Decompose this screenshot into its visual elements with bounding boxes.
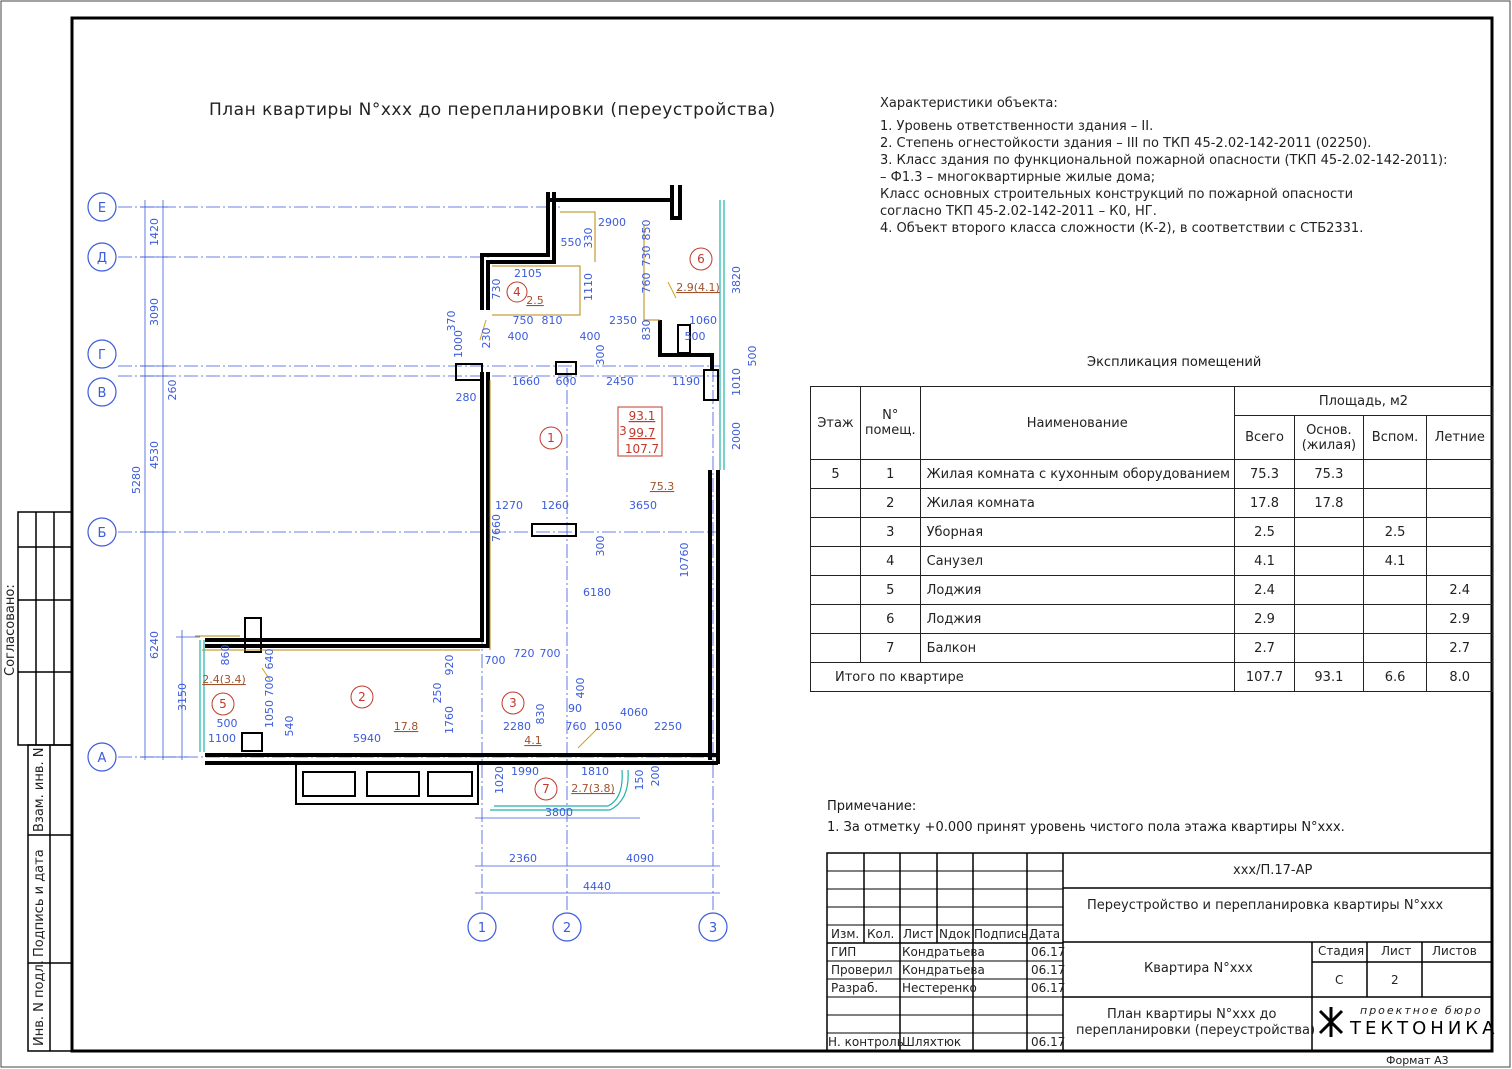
room-7-number: 7	[542, 782, 550, 796]
person-date: 06.17	[1031, 945, 1066, 959]
dim-1050: 1050	[594, 720, 622, 733]
dim-500: 500	[684, 330, 706, 343]
col-header-kol: Кол.	[867, 927, 895, 941]
project-code: xxx/П.17-АР	[1233, 863, 1313, 878]
vdim-7660: 7660	[490, 514, 503, 542]
vdim-640: 640	[263, 648, 276, 670]
room-5-area: 2.4(3.4)	[202, 673, 246, 686]
vdim-300b: 300	[594, 535, 607, 557]
sheet-title-2: перепланировки (переустройства)	[1076, 1023, 1316, 1038]
person-date: 06.17	[1031, 963, 1066, 977]
characteristics-line: согласно ТКП 45-2.02-142-2011 – К0, НГ.	[880, 204, 1157, 219]
left-dim-1420: 1420	[148, 218, 161, 246]
axis-label-2: 2	[562, 921, 572, 936]
vdim-1010: 1010	[730, 368, 743, 396]
dim-1810: 1810	[581, 765, 609, 778]
sheets-header: Листов	[1432, 944, 1477, 958]
left-dim-6240: 6240	[148, 631, 161, 659]
vdim-3820: 3820	[730, 266, 743, 294]
table-row: 4 Санузел 4.1 4.1	[811, 547, 1493, 576]
dim-2280: 2280	[503, 720, 531, 733]
drawing-title: План квартиры N°xxx до перепланировки (переустройства)	[209, 100, 776, 120]
sheet-value: 2	[1391, 973, 1399, 987]
room-4-area: 2.5	[526, 294, 544, 307]
left-dim-5280: 5280	[130, 466, 143, 494]
person-role: Разраб.	[831, 981, 879, 995]
sheet-title-1: План квартиры N°xxx до	[1107, 1007, 1277, 1022]
axis-label-B: Б	[97, 526, 107, 541]
vdim-1110: 1110	[582, 273, 595, 301]
axis-label-G: Г	[98, 348, 106, 363]
person-date: 06.17	[1031, 1035, 1066, 1049]
header-summer: Летние	[1427, 416, 1493, 460]
dim-700b: 700	[484, 654, 506, 667]
dim-2900: 2900	[598, 216, 626, 229]
axis-label-D: Д	[96, 251, 108, 266]
col-header-ndok: Nдок.	[939, 927, 975, 941]
dim-2360: 2360	[509, 852, 537, 865]
characteristics-line: 4. Объект второго класса сложности (К-2), в соответствии с СТБ2331.	[880, 221, 1364, 236]
dim-720: 720	[513, 647, 535, 660]
characteristics-heading: Характеристики объекта:	[880, 96, 1058, 111]
table-row: 3 Уборная 2.5 2.5	[811, 518, 1493, 547]
dim-2250: 2250	[654, 720, 682, 733]
axis-bubbles	[88, 193, 727, 941]
header-floor: Этаж	[811, 387, 861, 460]
vdim-150: 150	[633, 769, 646, 791]
vdim-540: 540	[283, 715, 296, 737]
dim-760: 760	[565, 720, 587, 733]
sheet-header: Лист	[1381, 944, 1412, 958]
side-label-replacement: Взам. инв. N	[32, 747, 47, 832]
room-4-number: 4	[513, 285, 521, 299]
side-label-inventory: Инв. N подл.	[32, 960, 47, 1046]
table-total-row: Итого по квартире 107.7 93.1 6.6 8.0	[811, 663, 1493, 692]
room-2-area: 17.8	[393, 720, 419, 733]
col-header-list: Лист	[903, 927, 934, 941]
vdim-1760: 1760	[443, 706, 456, 734]
characteristics-line: Класс основных строительных конструкций по пожарной опасности	[880, 187, 1354, 202]
vdim-1020: 1020	[493, 766, 506, 794]
vdim-730b: 730	[490, 278, 503, 300]
axis-label-V: В	[97, 386, 107, 401]
vdim-760: 760	[640, 272, 653, 294]
person-name: Шляхтюк	[902, 1035, 962, 1049]
header-area: Площадь, м2	[1234, 387, 1492, 416]
left-dim-4530: 4530	[148, 441, 161, 469]
vdim-860: 860	[219, 644, 232, 666]
dim-600: 600	[555, 375, 577, 388]
header-main: Основ. (жилая)	[1295, 416, 1364, 460]
explication-title: Экспликация помещений	[1087, 355, 1262, 370]
dim-1100: 1100	[208, 732, 236, 745]
dim-2350: 2350	[609, 314, 637, 327]
col-header-signature: Подпись	[974, 927, 1028, 941]
table-row: 6 Лоджия 2.9 2.9	[811, 605, 1493, 634]
dim-6180: 6180	[583, 586, 611, 599]
vdim-850: 850	[640, 219, 653, 241]
dim-4090: 4090	[626, 852, 654, 865]
room-3-number: 3	[509, 696, 517, 710]
project-name: Переустройство и перепланировка квартиры N°xxx	[1087, 898, 1444, 913]
dim-550: 550	[560, 236, 582, 249]
vdim-230: 230	[480, 327, 493, 349]
dim-400b: 400	[579, 330, 601, 343]
note-heading: Примечание:	[827, 799, 917, 814]
vdim-1050: 1050	[263, 700, 276, 728]
characteristics-line: 3. Класс здания по функциональной пожарной опасности (ТКП 45-2.02-142-2011):	[880, 153, 1448, 168]
dim-1660: 1660	[512, 375, 540, 388]
room-3-area: 4.1	[524, 734, 542, 747]
room-1-number: 1	[547, 431, 555, 445]
col-header-date: Дата	[1029, 927, 1061, 941]
explication-table	[810, 386, 1493, 692]
dim-3800: 3800	[545, 806, 573, 819]
side-label-approved: Согласовано:	[3, 584, 18, 676]
room-6-area: 2.9(4.1)	[676, 281, 720, 294]
walls	[205, 185, 718, 764]
vdim-2000: 2000	[730, 422, 743, 450]
dim-1190: 1190	[672, 375, 700, 388]
dim-750: 750	[512, 314, 534, 327]
dim-1270: 1270	[495, 499, 523, 512]
summary-box-prefix: 3	[619, 424, 627, 438]
vdim-370: 370	[445, 310, 458, 332]
vdim-830b: 830	[534, 703, 547, 725]
table-row: 5 1 Жилая комната с кухонным оборудованием 75.3 75.3	[811, 460, 1493, 489]
header-aux: Вспом.	[1363, 416, 1427, 460]
vdim-500: 500	[746, 345, 759, 367]
table-row: 2 Жилая комната 17.8 17.8	[811, 489, 1493, 518]
dim-5940: 5940	[353, 732, 381, 745]
summary-box-value-1: 93.1	[628, 409, 656, 423]
vdim-700: 700	[263, 675, 276, 697]
dim-4440: 4440	[583, 880, 611, 893]
characteristics-block	[880, 95, 1448, 237]
note-text: 1. За отметку +0.000 принят уровень чистого пола этажа квартиры N°xxx.	[827, 820, 1345, 835]
characteristics-line: 1. Уровень ответственности здания – II.	[880, 119, 1154, 134]
left-dim-3090: 3090	[148, 298, 161, 326]
room-1-area: 75.3	[649, 480, 675, 493]
side-label-signature-date: Подпись и дата	[32, 849, 47, 957]
axis-label-3: 3	[708, 921, 718, 936]
characteristics-line: 2. Степень огнестойкости здания – III по ТКП 45-2.02-142-2011 (02250).	[880, 136, 1372, 151]
vdim-920: 920	[443, 654, 456, 676]
left-dim-260: 260	[166, 379, 179, 401]
object-name: Квартира N°xxx	[1144, 961, 1253, 976]
vdim-730: 730	[640, 245, 653, 267]
dim-2105: 2105	[514, 267, 542, 280]
stage-header: Стадия	[1318, 944, 1365, 958]
header-total: Всего	[1234, 416, 1294, 460]
axis-label-E: Е	[97, 201, 107, 216]
dim-400a: 400	[507, 330, 529, 343]
person-role: Проверил	[831, 963, 893, 977]
dim-1060: 1060	[689, 314, 717, 327]
vdim-830: 830	[640, 319, 653, 341]
format-label: Формат А3	[1386, 1054, 1449, 1067]
vdim-200: 200	[649, 765, 662, 787]
header-name: Наименование	[920, 387, 1234, 460]
table-row: 7 Балкон 2.7 2.7	[811, 634, 1493, 663]
person-name: Кондратьева	[902, 963, 985, 977]
dim-90: 90	[568, 702, 582, 715]
vdim-250: 250	[431, 682, 444, 704]
axis-label-A: А	[97, 751, 107, 766]
vdim-1000: 1000	[452, 330, 465, 358]
room-7-area: 2.7(3.8)	[571, 782, 615, 795]
dim-1990: 1990	[511, 765, 539, 778]
dim-700: 700	[539, 647, 561, 660]
person-date: 06.17	[1031, 981, 1066, 995]
person-role: ГИП	[831, 945, 857, 959]
vdim-330: 330	[582, 227, 595, 249]
summary-box-value-3: 107.7	[624, 442, 660, 456]
room-2-number: 2	[358, 690, 366, 704]
vdim-10760: 10760	[678, 542, 691, 578]
left-dimension-chain	[140, 200, 200, 760]
dim-3650: 3650	[629, 499, 657, 512]
room-6-number: 6	[697, 252, 705, 266]
vdim-300a: 300	[594, 344, 607, 366]
company-tagline: проектное бюро	[1360, 1004, 1483, 1017]
dim-280: 280	[455, 391, 477, 404]
stage-value: С	[1335, 973, 1344, 987]
dim-810: 810	[541, 314, 563, 327]
dim-500b: 500	[216, 717, 238, 730]
room-5-number: 5	[219, 697, 227, 711]
company-logo-icon	[1316, 1005, 1346, 1039]
header-room-no: N° помещ.	[860, 387, 920, 460]
dim-2450: 2450	[606, 375, 634, 388]
person-role: Н. контроль	[828, 1035, 904, 1049]
dim-1260: 1260	[541, 499, 569, 512]
characteristics-line: – Ф1.3 – многоквартирные жилые дома;	[880, 170, 1156, 185]
person-name: Кондратьева	[902, 945, 985, 959]
table-row: 5 Лоджия 2.4 2.4	[811, 576, 1493, 605]
left-dim-3150: 3150	[176, 683, 189, 711]
axis-label-1: 1	[477, 921, 487, 936]
vdim-400: 400	[574, 677, 587, 699]
company-name: ТЕКТОНИКА	[1350, 1018, 1499, 1039]
col-header-izm: Изм.	[831, 927, 860, 941]
door-swings	[262, 282, 676, 748]
person-name: Нестеренко	[902, 981, 977, 995]
summary-box-value-2: 99.7	[628, 426, 656, 440]
dim-4060: 4060	[620, 706, 648, 719]
